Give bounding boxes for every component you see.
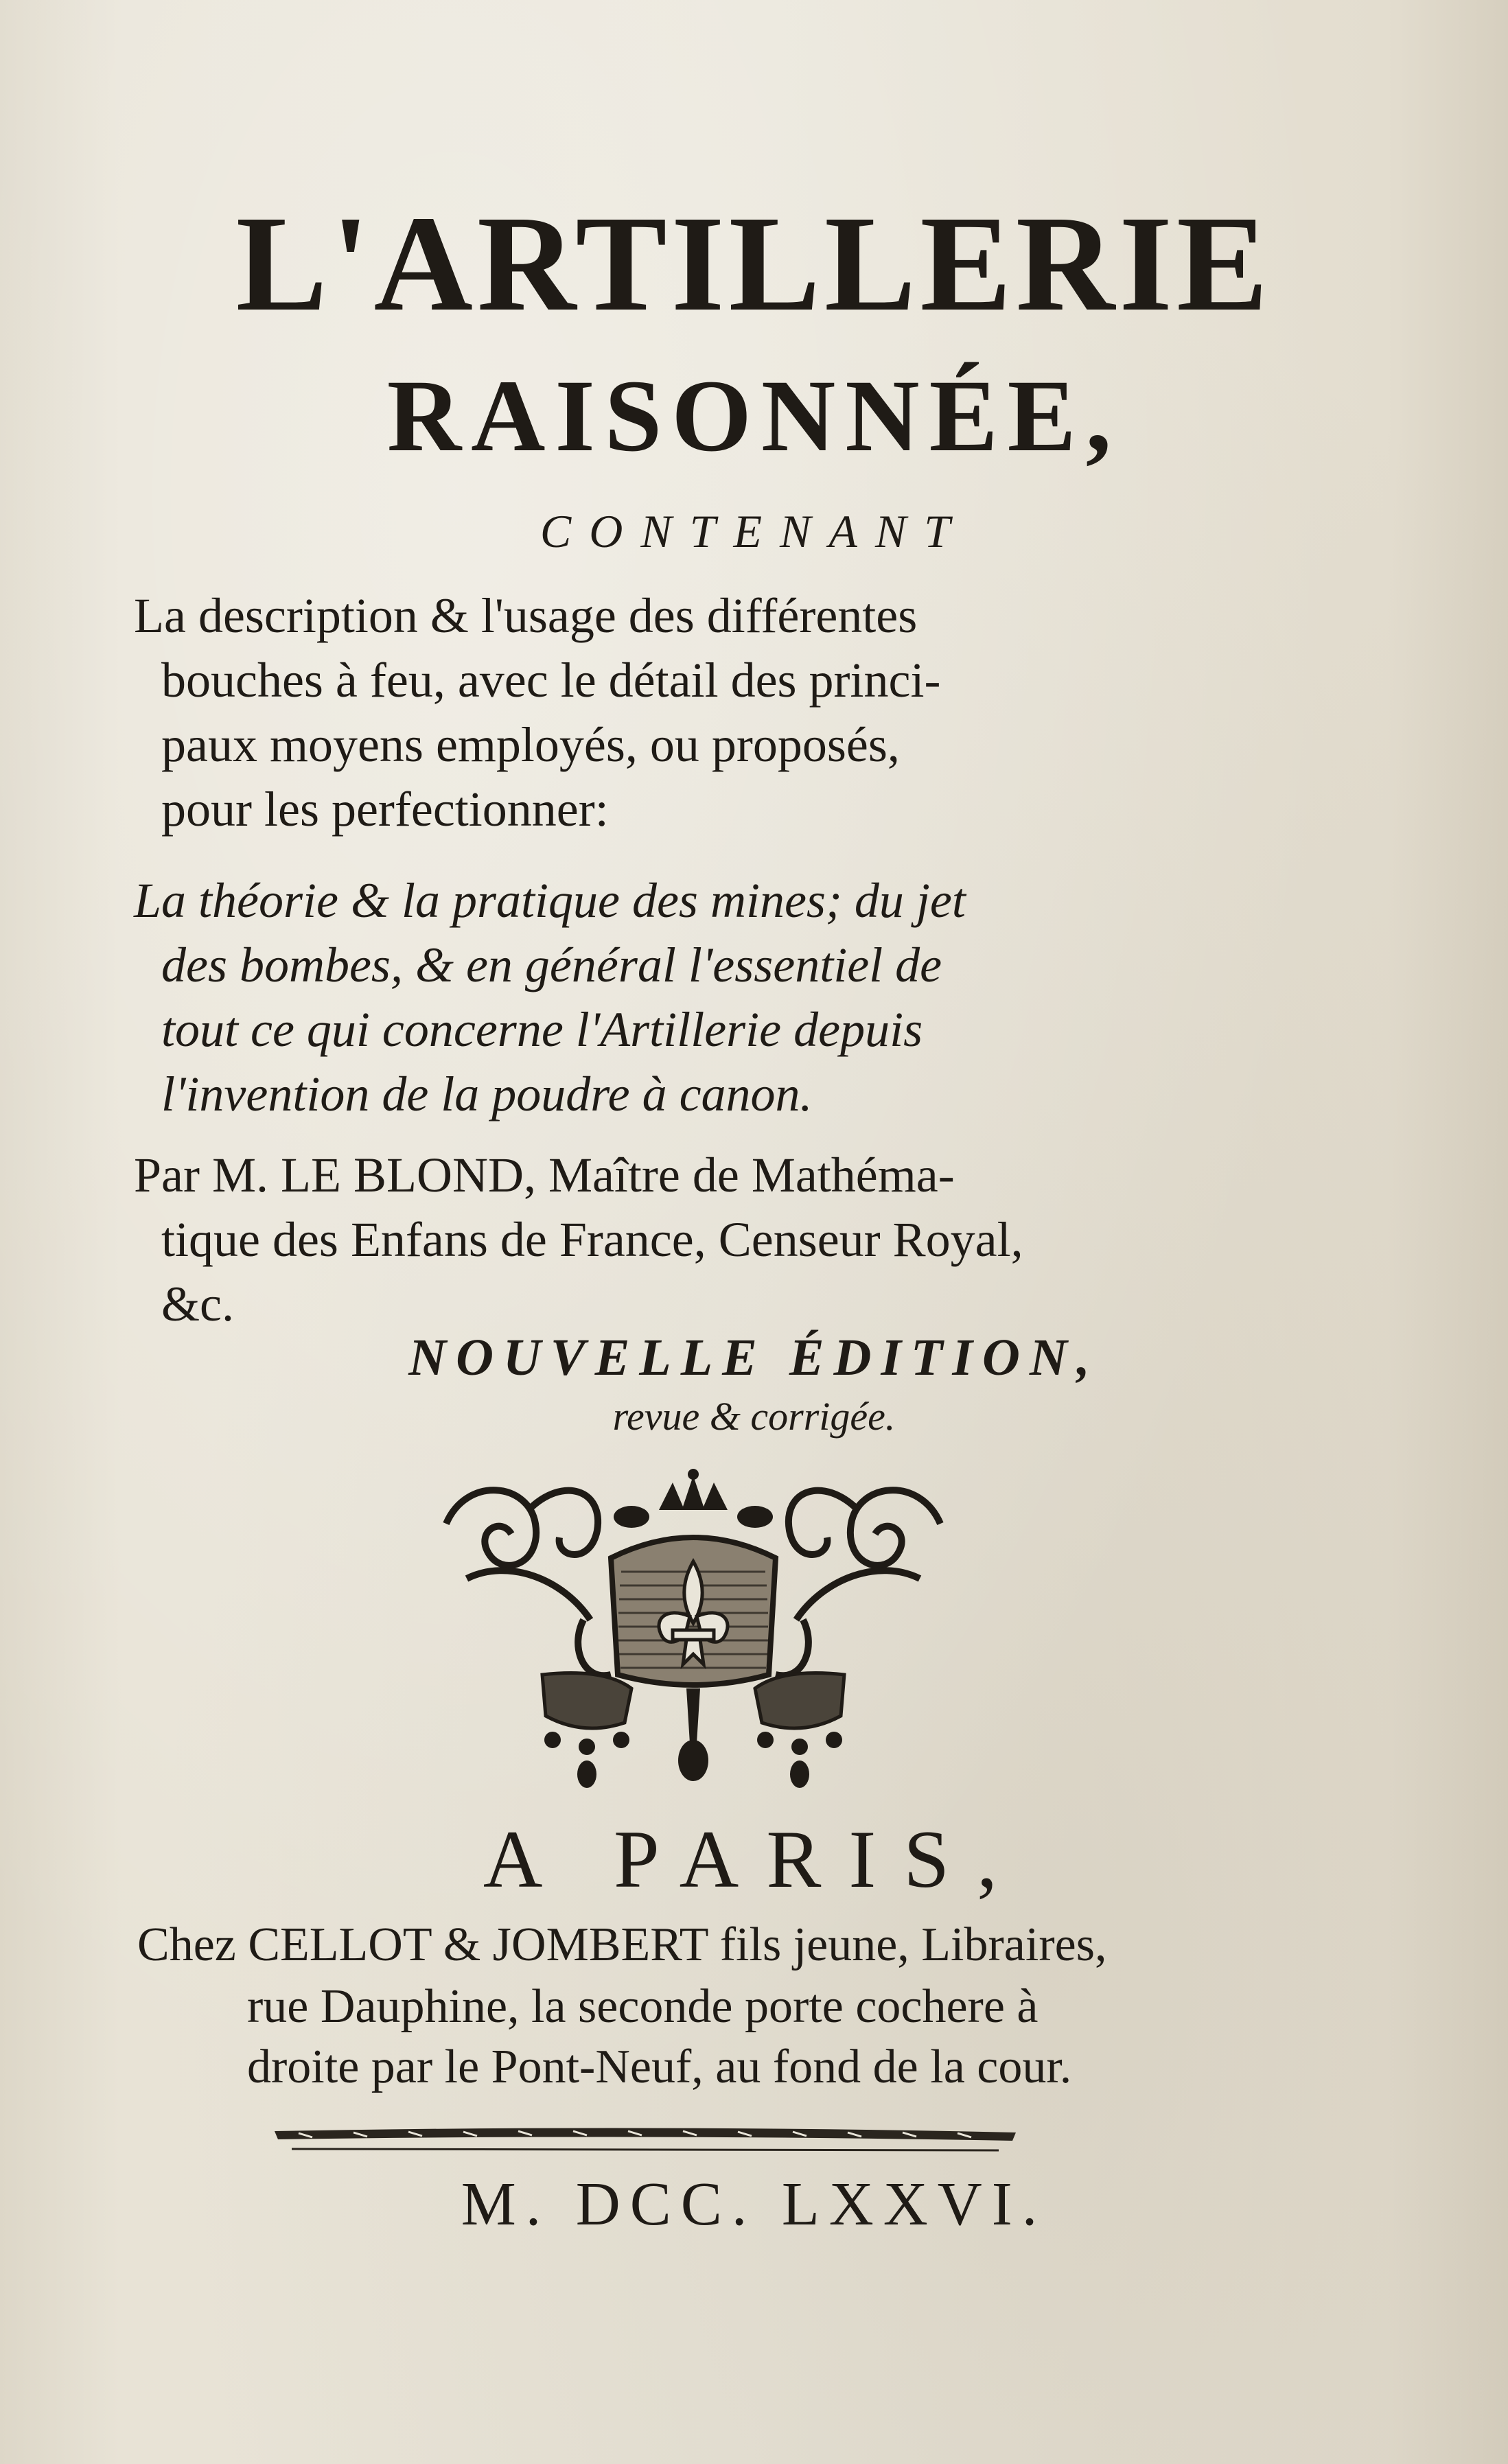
edition-subtitle: revue & corrigée.: [612, 1394, 896, 1439]
description-line: bouches à feu, avec le détail des princi-: [161, 653, 941, 708]
publication-date: M. DCC. LXXVI.: [461, 2170, 1047, 2238]
theory-line: l'invention de la poudre à canon.: [161, 1067, 813, 1121]
imprint-address-continued: droite par le Pont-Neuf, au fond de la cour.: [247, 2041, 1072, 2093]
description-line: La description & l'usage des différentes: [134, 588, 918, 643]
theory-line: tout ce qui concerne l'Artillerie depuis: [161, 1002, 923, 1057]
author-paragraph: [134, 1143, 1163, 1336]
author-line: &c.: [161, 1277, 234, 1332]
fleur-de-lis-ornament-icon: [426, 1469, 961, 1791]
author-line: Par M. LE BLOND, Maître de Mathéma-: [134, 1148, 955, 1202]
decorative-rule: [271, 2117, 1019, 2153]
imprint-publisher: Chez CELLOT & JOMBERT fils jeune, Libraires,: [137, 1918, 1107, 1971]
description-line: paux moyens employés, ou proposés,: [161, 717, 900, 772]
description-paragraph: [134, 583, 1163, 841]
title-line-2: RAISONNÉE,: [386, 359, 1122, 473]
contenant-label: CONTENANT: [540, 505, 968, 557]
title-line-1: L'ARTILLERIE: [235, 188, 1273, 340]
edition-title: NOUVELLE ÉDITION,: [408, 1329, 1100, 1386]
theory-line: des bombes, & en général l'essentiel de: [161, 938, 942, 992]
author-line: tique des Enfans de France, Censeur Royal,: [161, 1212, 1023, 1267]
description-line: pour les perfectionner:: [161, 782, 609, 837]
theory-paragraph: [134, 868, 1163, 1126]
theory-line: La théorie & la pratique des mines; du jet: [134, 873, 966, 928]
imprint-city: A PARIS,: [483, 1813, 1025, 1905]
imprint-address: rue Dauphine, la seconde porte cochere à: [247, 1980, 1039, 2033]
